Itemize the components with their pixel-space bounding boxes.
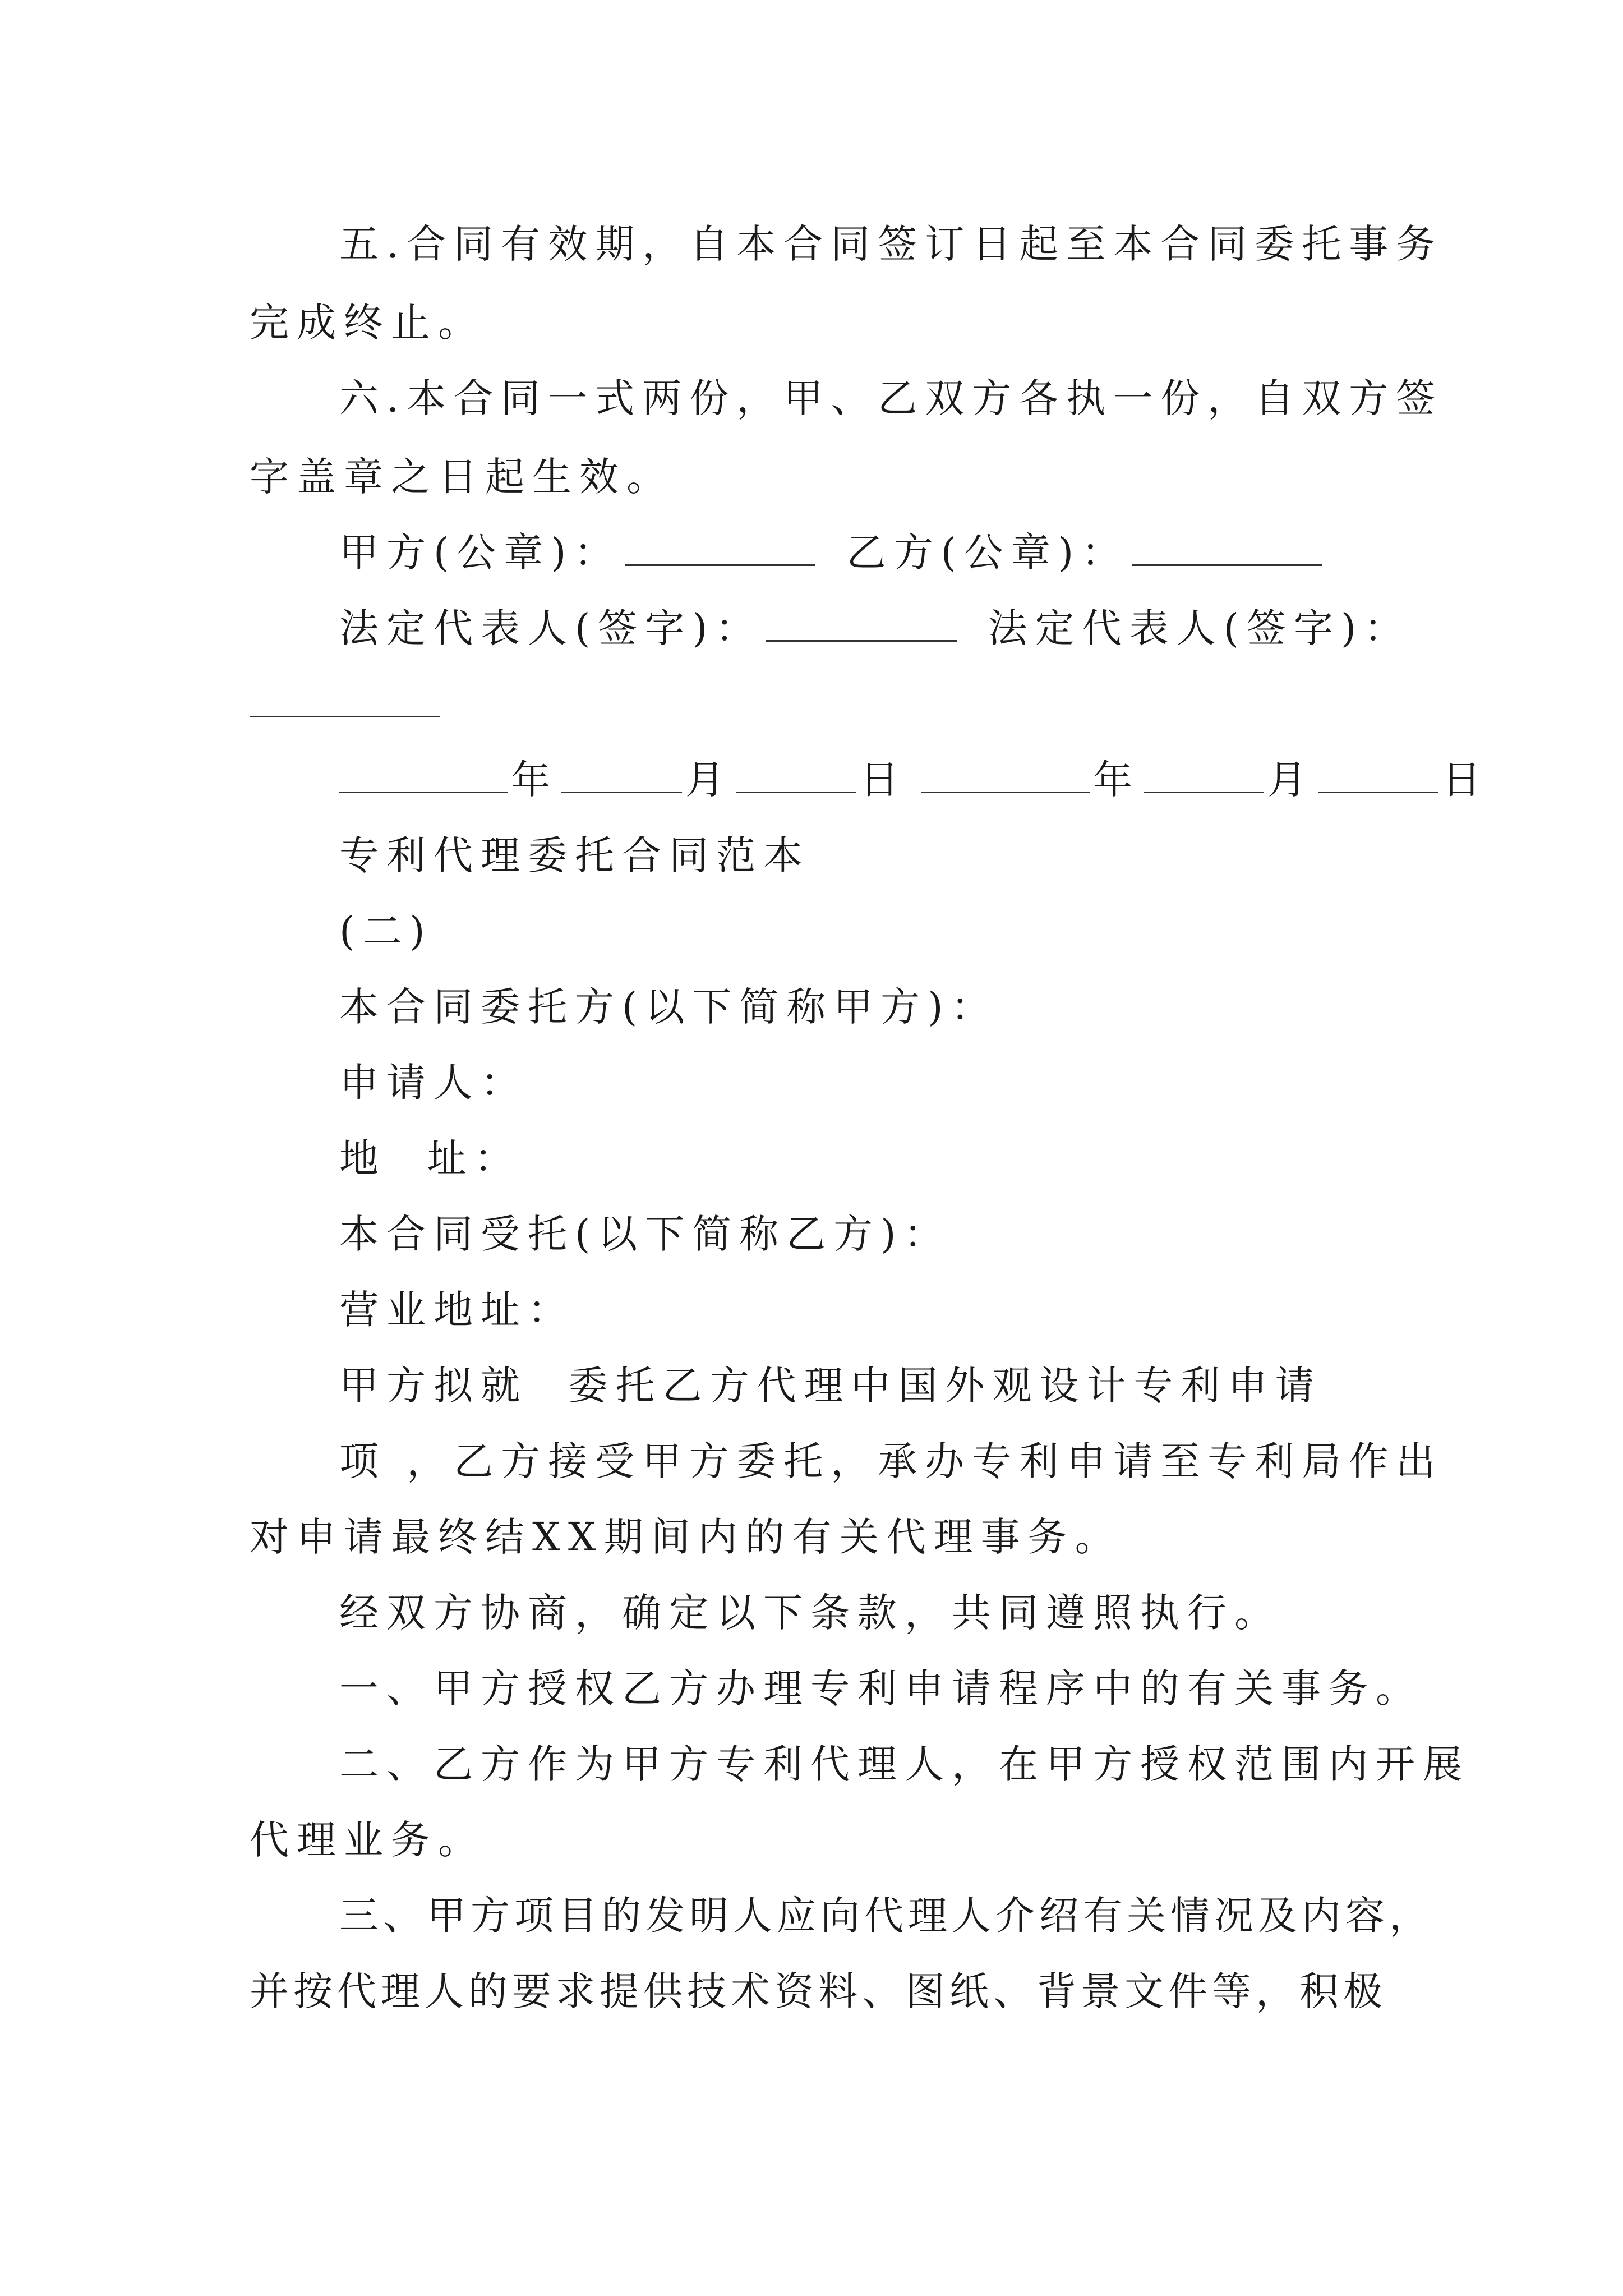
- paragraph-1-line-2: 项 ，乙方接受甲方委托，承办专利申请至专利局作出: [339, 1438, 1444, 1484]
- party-a-rep-blank: [766, 606, 957, 642]
- legal-rep-continuation: [250, 679, 1382, 729]
- party-a-year-blank: [339, 758, 508, 793]
- party-a-month-label: 月: [685, 757, 732, 803]
- business-address-line: 营业地址：: [339, 1287, 575, 1333]
- clause-5-line-1: 五.合同有效期，自本合同签订日起至本合同委托事务: [339, 221, 1444, 267]
- clause-5-line-2: 完成终止。: [250, 300, 485, 346]
- clause-3-line-2: 并按代理人的要求提供技术资料、图纸、背景文件等，积极: [250, 1968, 1387, 2014]
- paragraph-1-line-3: 对申请最终结XX期间内的有关代理事务。: [250, 1514, 1122, 1560]
- paragraph-2: 经双方协商，确定以下条款，共同遵照执行。: [339, 1590, 1281, 1636]
- paragraph-1-line-1: 甲方拟就 委托乙方代理中国外观设计专利申请: [339, 1363, 1322, 1409]
- clause-2-line-2: 代理业务。: [250, 1817, 485, 1863]
- party-a-month-blank: [561, 758, 682, 793]
- party-a-seal-label: 甲方(公章)：: [339, 530, 621, 576]
- clause-2-line-1: 二、乙方作为甲方专利代理人，在甲方授权范围内开展: [339, 1741, 1470, 1787]
- party-b-rep-blank: [250, 682, 440, 717]
- party-a-year-label: 年: [511, 757, 558, 803]
- clause-6-line-1: 六.本合同一式两份，甲、乙双方各执一份，自双方签: [339, 375, 1444, 421]
- party-b-year-blank: [921, 758, 1090, 793]
- party-a-day-blank: [736, 758, 856, 793]
- document-title: 专利代理委托合同范本: [339, 832, 810, 878]
- document-subtitle: (二): [339, 908, 433, 954]
- party-b-month-label: 月: [1267, 757, 1315, 803]
- client-line: 本合同委托方(以下简称甲方)：: [339, 984, 998, 1030]
- party-a-day-label: 日: [860, 757, 907, 803]
- legal-rep-line: [250, 603, 1412, 654]
- party-b-day-label: 日: [1442, 757, 1489, 803]
- date-line: [250, 754, 1489, 805]
- applicant-line: 申请人：: [339, 1060, 528, 1106]
- party-b-year-label: 年: [1093, 757, 1140, 803]
- agent-line: 本合同受托(以下简称乙方)：: [339, 1211, 951, 1257]
- party-a-seal-blank: [625, 531, 815, 566]
- clause-3-line-1: 三、甲方项目的发明人应向代理人介绍有关情况及内容，: [339, 1893, 1433, 1939]
- party-b-month-blank: [1144, 758, 1264, 793]
- address-line: 地 址：: [339, 1135, 522, 1181]
- party-b-seal-blank: [1132, 531, 1322, 566]
- party-a-rep-label: 法定代表人(签字)：: [339, 605, 763, 651]
- clause-6-line-2: 字盖章之日起生效。: [250, 454, 674, 500]
- seal-line: [250, 527, 1382, 578]
- party-b-rep-label: 法定代表人(签字)：: [988, 605, 1412, 651]
- party-b-day-blank: [1318, 758, 1438, 793]
- party-b-seal-label: 乙方(公章)：: [846, 530, 1129, 576]
- clause-1: 一、甲方授权乙方办理专利申请程序中的有关事务。: [339, 1665, 1423, 1711]
